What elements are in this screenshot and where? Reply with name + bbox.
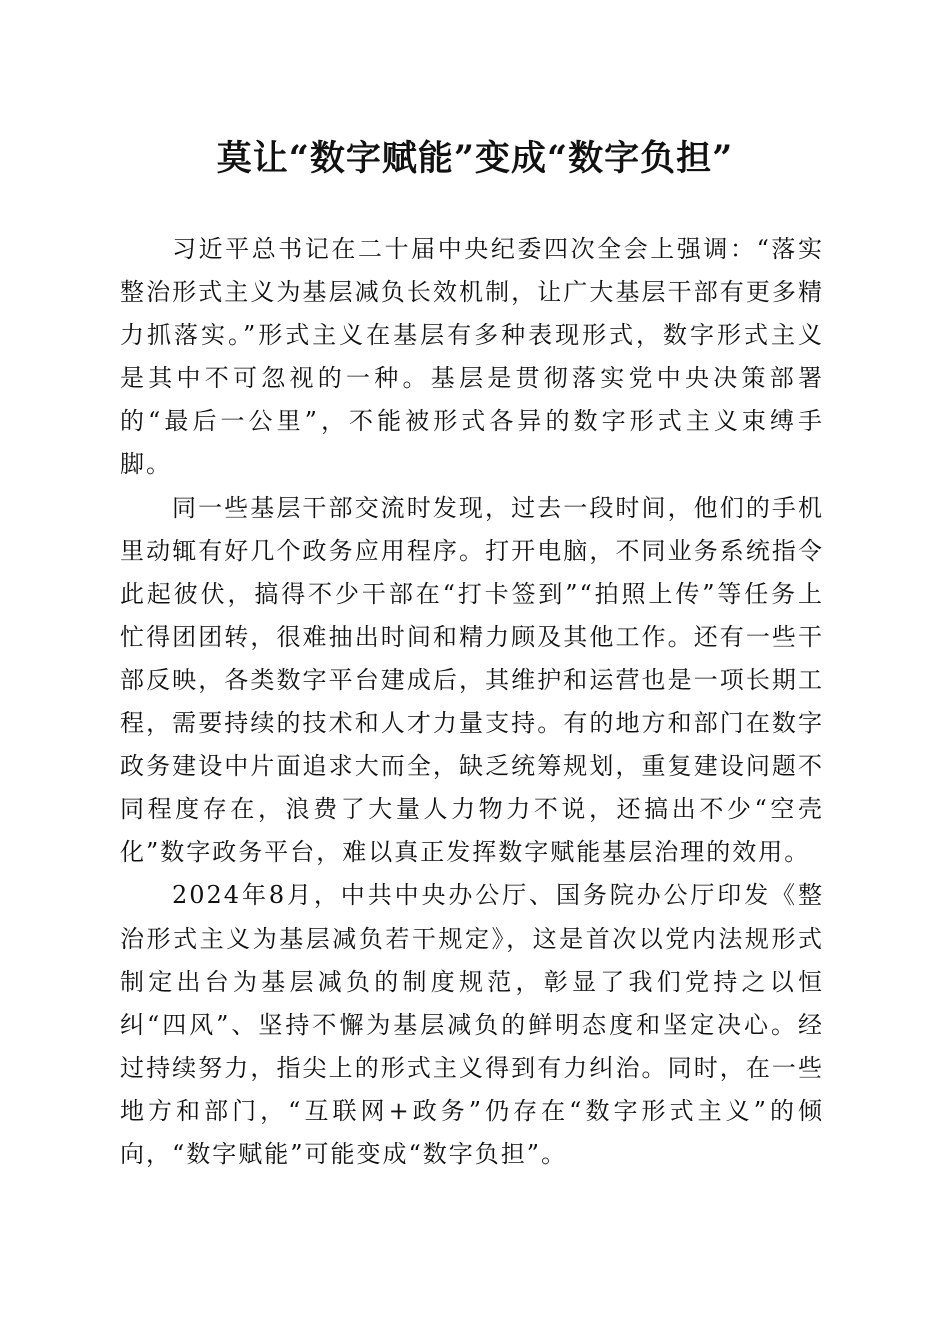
document-title: 莫让“数字赋能”变成“数字负担”: [216, 138, 734, 179]
paragraph: 2024年8月，中共中央办公厅、国务院办公厅印发《整治形式主义为基层减负若干规定》，这是首次以党内法规形式制定出台为基层减负的制度规范，彰显了我们党持之以恒纠“四风”、坚持不懈为基层减负的鲜明态度和坚定决心。经过持续努力，指尖上的形式主义得到有力纠治。同时，在一些地方和部门，“互联网+政务”仍存在“数字形式主义”的倾向，“数字赋能”可能变成“数字负担”。: [120, 881, 824, 1168]
paragraph: 同一些基层干部交流时发现，过去一段时间，他们的手机里动辄有好几个政务应用程序。打开电脑，不同业务系统指令此起彼伏，搞得不少干部在“打卡签到”“拍照上传”等任务上忙得团团转，很难抽出时间和精力顾及其他工作。还有一些干部反映，各类数字平台建成后，其维护和运营也是一项长期工程，需要持续的技术和人才力量支持。有的地方和部门在数字政务建设中片面追求大而全，缺乏统筹规划，重复建设问题不同程度存在，浪费了大量人力物力不说，还搞出不少“空壳化”数字政务平台，难以真正发挥数字赋能基层治理的效用。: [120, 493, 824, 867]
document-body: [120, 228, 824, 1176]
paragraph: 习近平总书记在二十届中央纪委四次全会上强调：“落实整治形式主义为基层减负长效机制，让广大基层干部有更多精力抓落实。”形式主义在基层有多种表现形式，数字形式主义是其中不可忽视的一种。基层是贯彻落实党中央决策部署的“最后一公里”，不能被形式各异的数字形式主义束缚手脚。: [120, 235, 824, 479]
